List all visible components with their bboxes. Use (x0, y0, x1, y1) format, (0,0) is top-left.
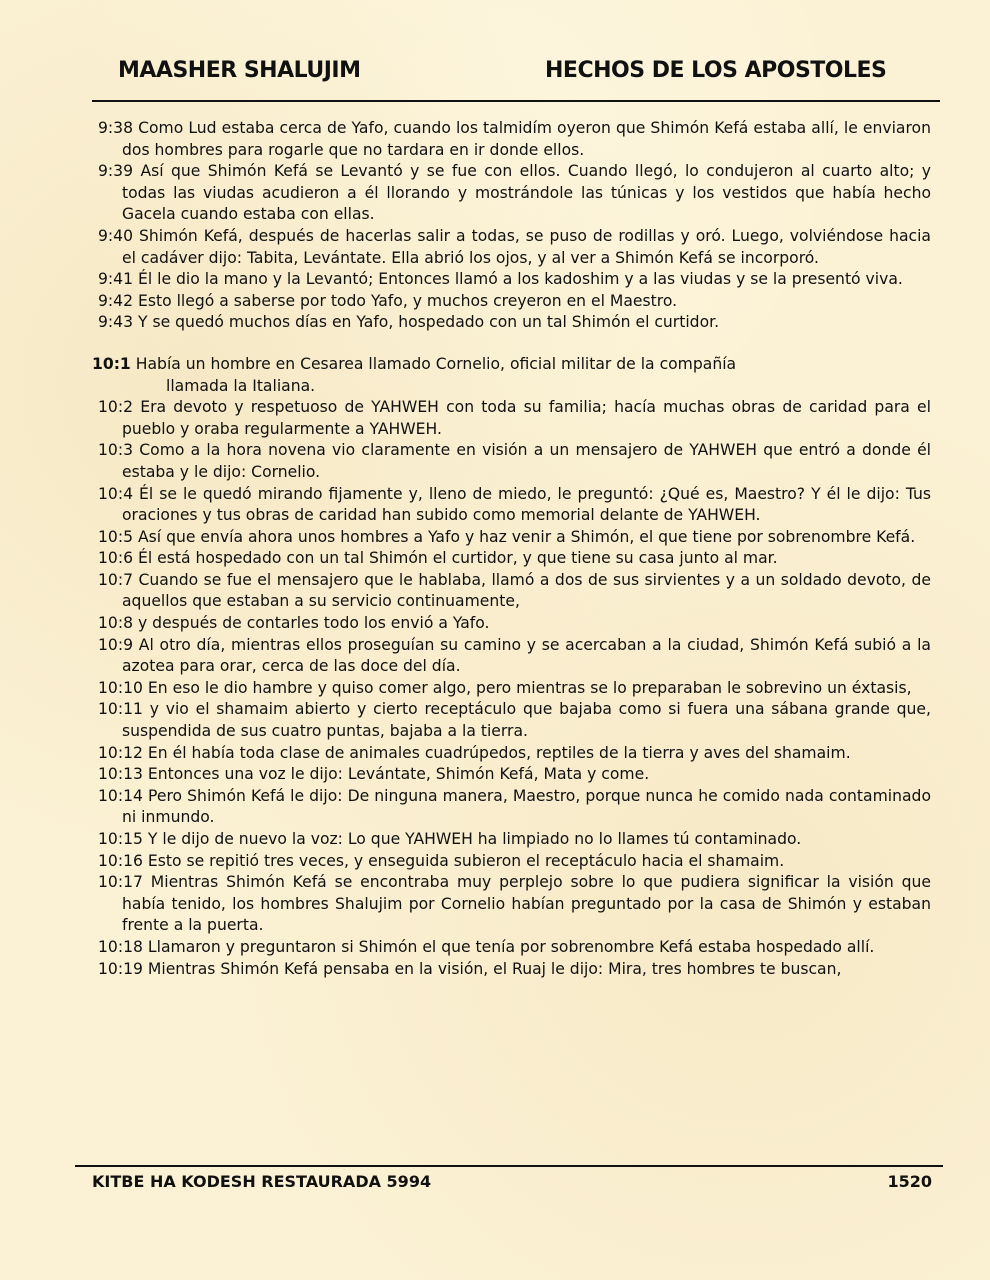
chapter-10-start (92, 354, 931, 397)
verse-text: En eso le dio hambre y quiso comer algo, pero mientras se lo preparaban le sobrevino un éxtasis, (147, 678, 912, 697)
verse-ref: 10:11 (98, 700, 143, 719)
verse-ref: 9:43 (98, 313, 134, 332)
verse-ref: 10:15 (98, 830, 143, 848)
verse-text: y vio el shamaim abierto y cierto receptáculo que bajaba como si fuera una sábana grande que, suspendida de sus cuatro puntas, bajaba a la tierra. (122, 700, 931, 741)
verse-text: Y se quedó muchos días en Yafo, hospedado con un tal Shimón el curtidor. (138, 313, 720, 332)
verse (98, 959, 931, 981)
verse-text: En él había toda clase de animales cuadrúpedos, reptiles de la tierra y aves del shamaim. (147, 743, 851, 762)
running-header-left: MAASHER SHALUJIM (118, 58, 361, 83)
verse-ref: 10:17 (98, 873, 143, 892)
verse-text: Como a la hora novena vio claramente en visión a un mensajero de YAHWEH que entró a donde él estaba y le dijo: Cornelio. (122, 441, 931, 481)
verse (98, 397, 931, 440)
verse-text: Él le dio la mano y la Levantó; Entonces llamó a los kadoshim y a las viudas y se la presentó viva. (138, 270, 903, 289)
verse-list-chapter-9 (98, 118, 931, 334)
verse-ref: 10:5 (98, 527, 134, 546)
verse (98, 764, 931, 786)
verse-ref: 10:4 (98, 484, 134, 503)
verse-text: Él está hospedado con un tal Shimón el curtidor, y que tiene su casa junto al mar. (138, 549, 778, 568)
verse (98, 291, 931, 313)
verse-text: Así que envía ahora unos hombres a Yafo y haz venir a Shimón, el que tiene por sobrenombre Kefá. (138, 527, 916, 546)
verse (98, 699, 931, 742)
footer-rule (75, 1165, 943, 1167)
verse-ref: 9:42 (98, 291, 134, 310)
footer-title: KITBE HA KODESH RESTAURADA 5994 (92, 1172, 432, 1191)
verse (98, 743, 931, 765)
verse-text: Esto llegó a saberse por todo Yafo, y muchos creyeron en el Maestro. (138, 291, 678, 310)
verse-text: y después de contarles todo los envió a Yafo. (138, 614, 490, 633)
header-rule (92, 100, 940, 102)
chapter-gap (98, 334, 931, 354)
verse (98, 678, 931, 700)
verse-text: Esto se repitió tres veces, y enseguida subieron el receptáculo hacia el shamaim. (147, 851, 785, 870)
verse-text: Cuando se fue el mensajero que le hablaba, llamó a dos de sus sirvientes y a un soldado devoto, de aquellos que estaban a su servicio continuamente, (122, 570, 931, 611)
verse-text: Había un hombre en Cesarea llamado Cornelio, oficial militar de la compañía (135, 354, 737, 373)
verse (98, 440, 931, 483)
verse-ref: 9:40 (98, 226, 134, 245)
verse-text: Mientras Shimón Kefá pensaba en la visión, el Ruaj le dijo: Mira, tres hombres te buscan, (147, 959, 842, 978)
verse-ref: 10:9 (98, 635, 134, 654)
verse-ref: 10:3 (98, 441, 134, 460)
verse (98, 118, 931, 161)
verse-ref: 10:12 (98, 743, 143, 762)
chapter-number: 10:1 (92, 354, 131, 373)
verse-ref: 9:39 (98, 162, 134, 181)
verse-text: Al otro día, mientras ellos proseguían su camino y se acercaban a la ciudad, Shimón Kefá subió a la azotea para orar, cerca de las doce del día. (122, 635, 931, 676)
verse-ref: 10:13 (98, 765, 143, 784)
page-number: 1520 (887, 1172, 932, 1191)
verse-text: Él se le quedó mirando fijamente y, lleno de miedo, le preguntó: ¿Qué es, Maestro? Y él le dijo: Tus oraciones y tus obras de caridad han subido como memorial delante de YAHWEH. (122, 484, 931, 525)
running-header-right: HECHOS DE LOS APOSTOLES (545, 58, 887, 83)
verse-text-continuation: llamada la Italiana. (166, 376, 316, 395)
verse (98, 570, 931, 613)
verse (98, 829, 931, 851)
verse-text: Shimón Kefá, después de hacerlas salir a todas, se puso de rodillas y oró. Luego, volviéndose hacia el cadáver dijo: Tabita, Levántate. Ella abrió los ojos, y al ver a Shimón Kefá se incorporó. (122, 226, 931, 267)
verse-text: Entonces una voz le dijo: Levántate, Shimón Kefá, Mata y come. (147, 765, 650, 784)
verse (98, 527, 931, 549)
verse-ref: 9:41 (98, 270, 134, 289)
verse-text: Así que Shimón Kefá se Levantó y se fue con ellos. Cuando llegó, lo condujeron al cuarto alto; y todas las viudas acudieron a él llorando y mostrándole las túnicas y los vestidos que había hecho Gacela cuando estaba con ellas. (122, 162, 931, 224)
verse (98, 226, 931, 269)
verse-ref: 10:7 (98, 570, 134, 589)
verse (98, 872, 931, 937)
verse-ref: 10:19 (98, 959, 143, 978)
verse (98, 635, 931, 678)
verse-ref: 9:38 (98, 119, 134, 137)
verse-text: Y le dijo de nuevo la voz: Lo que YAHWEH ha limpiado no lo llames tú contaminado. (147, 830, 802, 848)
verse (98, 484, 931, 527)
verse-ref: 10:16 (98, 851, 143, 870)
verse (98, 851, 931, 873)
verse-ref: 10:10 (98, 678, 143, 697)
verse-ref: 10:14 (98, 786, 143, 805)
verse-ref: 10:6 (98, 549, 134, 568)
verse-ref: 10:18 (98, 937, 143, 956)
verse (98, 548, 931, 570)
verse-text: Era devoto y respetuoso de YAHWEH con toda su familia; hacía muchas obras de caridad para el pueblo y oraba regularmente a YAHWEH. (122, 398, 931, 438)
verse-list-chapter-10 (98, 397, 931, 980)
verse-ref: 10:8 (98, 614, 134, 633)
verse (98, 786, 931, 829)
scripture-body (92, 118, 931, 980)
verse (98, 269, 931, 291)
verse-ref: 10:2 (98, 398, 134, 417)
verse-text: Mientras Shimón Kefá se encontraba muy perplejo sobre lo que pudiera significar la visión que había tenido, los hombres Shalujim por Cornelio habían preguntado por la casa de Shimón y estaban frente a la puerta. (122, 873, 931, 935)
verse (98, 937, 931, 959)
verse-text: Pero Shimón Kefá le dijo: De ninguna manera, Maestro, porque nunca he comido nada contaminado ni inmundo. (122, 786, 931, 827)
verse (98, 312, 931, 334)
verse-text: Como Lud estaba cerca de Yafo, cuando los talmidím oyeron que Shimón Kefá estaba allí, le enviaron dos hombres para rogarle que no tardara en ir donde ellos. (122, 119, 931, 159)
verse (98, 613, 931, 635)
verse-text: Llamaron y preguntaron si Shimón el que tenía por sobrenombre Kefá estaba hospedado allí. (147, 937, 875, 956)
verse (98, 161, 931, 226)
